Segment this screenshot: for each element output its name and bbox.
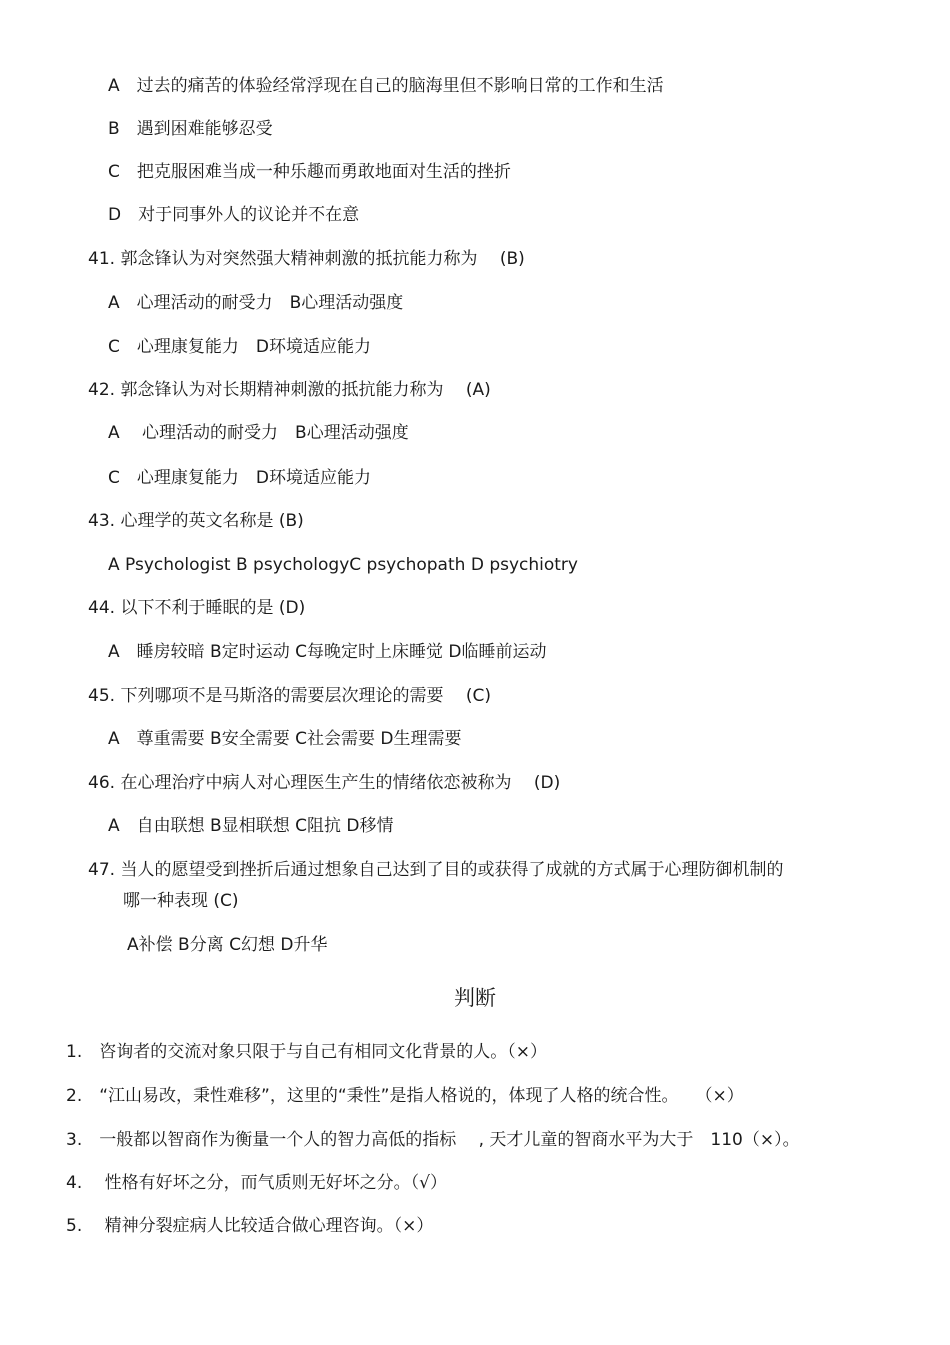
question-43: 43. 心理学的英文名称是 (B) <box>88 511 304 531</box>
question-44: 44. 以下不利于睡眠的是 (D) <box>88 598 306 618</box>
section-title: 判断 <box>454 986 496 1010</box>
option-line: A 睡房较暗 B定时运动 C每晚定时上床睡觉 D临睡前运动 <box>108 642 547 662</box>
option-line: B 遇到困难能够忍受 <box>108 119 273 139</box>
option-line: C 心理康复能力 D环境适应能力 <box>108 468 371 488</box>
option-line: A 过去的痛苦的体验经常浮现在自己的脑海里但不影响日常的工作和生活 <box>108 76 664 96</box>
question-41: 41. 郭念锋认为对突然强大精神刺激的抵抗能力称为 (B) <box>88 249 525 269</box>
option-line: A 自由联想 B显相联想 C阻抗 D移情 <box>108 816 394 836</box>
judgment-item: 1. 咨询者的交流对象只限于与自己有相同文化背景的人。（×） <box>66 1042 547 1062</box>
option-line: A 尊重需要 B安全需要 C社会需要 D生理需要 <box>108 729 462 749</box>
question-45: 45. 下列哪项不是马斯洛的需要层次理论的需要 (C) <box>88 686 491 706</box>
option-line: C 心理康复能力 D环境适应能力 <box>108 337 371 357</box>
judgment-item: 3. 一般都以智商作为衡量一个人的智力高低的指标 , 天才儿童的智商水平为大于 110（×）。 <box>66 1130 800 1150</box>
option-line: A 心理活动的耐受力 B心理活动强度 <box>108 293 404 313</box>
question-46: 46. 在心理治疗中病人对心理医生产生的情绪依恋被称为 (D) <box>88 773 561 793</box>
question-47-continuation: 哪一种表现 (C) <box>123 891 239 911</box>
option-line: C 把克服困难当成一种乐趣而勇敢地面对生活的挫折 <box>108 162 511 182</box>
judgment-item: 5. 精神分裂症病人比较适合做心理咨询。（×） <box>66 1216 434 1236</box>
judgment-item: 4. 性格有好坏之分，而气质则无好坏之分。（√） <box>66 1173 447 1193</box>
option-line: D 对于同事外人的议论并不在意 <box>108 205 360 225</box>
option-line: A 心理活动的耐受力 B心理活动强度 <box>108 423 409 443</box>
judgment-item: 2. “江山易改，秉性难移”，这里的“秉性”是指人格说的，体现了人格的统合性。 （×） <box>66 1086 744 1106</box>
question-42: 42. 郭念锋认为对长期精神刺激的抵抗能力称为 (A) <box>88 380 491 400</box>
option-line: A补偿 B分离 C幻想 D升华 <box>127 935 328 955</box>
option-line: A Psychologist B psychologyC psychopath D psychiotry <box>108 555 578 575</box>
question-47: 47. 当人的愿望受到挫折后通过想象自己达到了目的或获得了成就的方式属于心理防御机制的 <box>88 860 784 880</box>
